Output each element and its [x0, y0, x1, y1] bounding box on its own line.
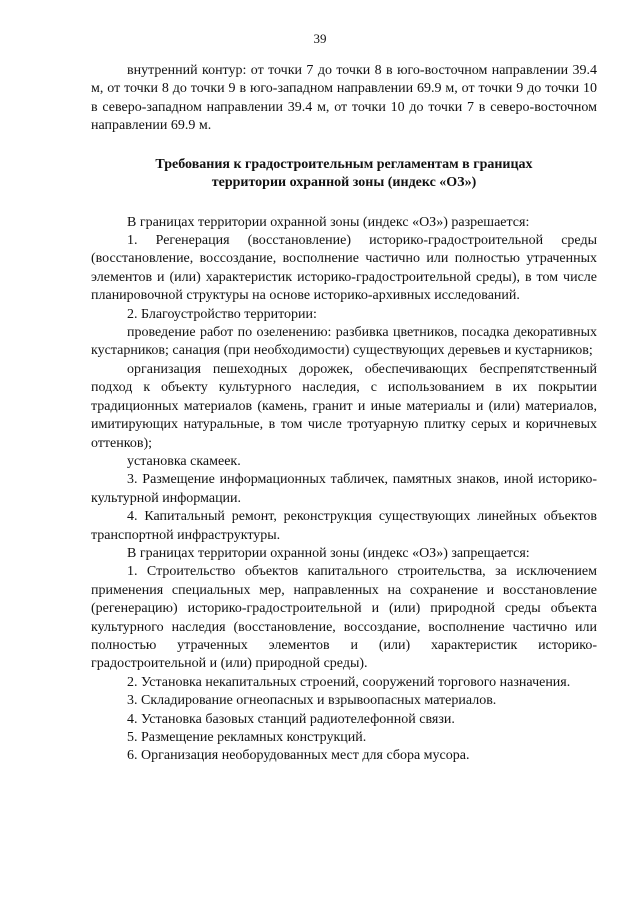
prohibited-item-3: 3. Складирование огнеопасных и взрывоопасных материалов.	[127, 693, 497, 709]
page-number: 39	[313, 31, 327, 46]
landscaping-paths: организация пешеходных дорожек, обеспечивающих беспрепятственный подход к объекту культурного наследия, с использованием в их покрытии традиционных материалов (камень, гранит и иные материалы и (или) материалов, имитирующих натуральные, в том числе тротуарную плитку серых и коричневых оттенков);	[91, 361, 597, 451]
intro-paragraph: внутренний контур: от точки 7 до точки 8 в юго-восточном направлении 39.4 м, от точки 8 до точки 9 в юго-западном направлении 69.9 м, от точки 9 до точки 10 в северо-западном направлении 39.4 м, от точки 10 до точки 7 в северо-восточном направлении 69.9 м.	[91, 63, 597, 134]
prohibited-item-4: 4. Установка базовых станций радиотелефонной связи.	[127, 711, 455, 727]
page-body	[91, 62, 597, 766]
prohibited-intro: В границах территории охранной зоны (индекс «ОЗ») запрещается:	[127, 545, 530, 561]
heading-line-2: территории охранной зоны (индекс «ОЗ»)	[211, 174, 477, 190]
landscaping-benches: установка скамеек.	[127, 453, 241, 469]
permitted-item-4: 4. Капитальный ремонт, реконструкция существующих линейных объектов транспортной инфраструктуры.	[91, 509, 597, 543]
prohibited-item-2: 2. Установка некапитальных строений, сооружений торгового назначения.	[127, 674, 571, 690]
prohibited-item-6: 6. Организация необорудованных мест для сбора мусора.	[127, 748, 470, 764]
permitted-intro: В границах территории охранной зоны (индекс «ОЗ») разрешается:	[127, 214, 530, 230]
permitted-item-2: 2. Благоустройство территории:	[127, 306, 317, 322]
heading-line-1: Требования к градостроительным регламентам в границах	[155, 156, 533, 172]
landscaping-greenery: проведение работ по озеленению: разбивка цветников, посадка декоративных кустарников; санация (при необходимости) существующих деревьев и кустарников;	[91, 325, 597, 359]
prohibited-item-1: 1. Строительство объектов капитального строительства, за исключением применения специальных мер, направленных на сохранение и восстановление (регенерацию) историко-градостроительной и (или) природной среды объекта культурного наследия (восстановление, воссоздание, восполнение частично или полностью утраченных элементов и (или) характеристик историко-градостроительной и (или) природной среды).	[91, 564, 597, 672]
permitted-item-3: 3. Размещение информационных табличек, памятных знаков, иной историко-культурной информации.	[91, 472, 597, 506]
permitted-item-1: 1. Регенерация (восстановление) историко-градостроительной среды (восстановление, воссоздание, восполнение частично или полностью утраченных элементов и (или) характеристик историко-градостроительной среды), в том числе планировочной структуры на основе историко-архивных исследований.	[91, 233, 597, 304]
prohibited-item-5: 5. Размещение рекламных конструкций.	[127, 730, 367, 745]
section-heading	[91, 156, 597, 192]
